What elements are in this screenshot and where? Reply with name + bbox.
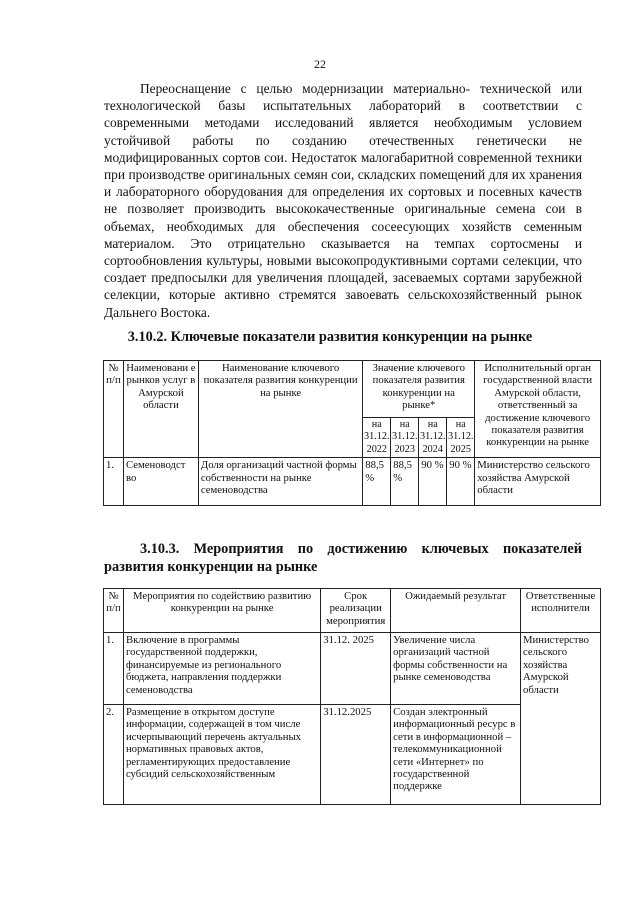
- row-measure: Включение в программы государственной поддержки, финансируемые из регионального бюджета, направления поддержки семеноводства: [123, 633, 320, 705]
- year-cell: на 31.12. 2024: [419, 418, 447, 458]
- row-measure: Размещение в открытом доступе информации, содержащей в том числе исчерпывающий перечень актуальных нормативных правовых актов, регламентирующих предоставление субсидий сельскохозяйственным: [123, 705, 320, 805]
- section-heading-key-indicators: 3.10.2. Ключевые показатели развития конкуренции на рынке: [127, 329, 533, 345]
- header-indicator: Наименование ключевого показателя развития конкуренции на рынке: [198, 361, 362, 458]
- header-term: Срок реализации мероприятия: [321, 589, 391, 633]
- row-organ: Министерство сельского хозяйства Амурской области: [475, 458, 601, 506]
- row-indicator: Доля организаций частной формы собственности на рынке семеноводства: [198, 458, 362, 506]
- key-indicators-table: [103, 360, 601, 506]
- header-num: № п/п: [104, 589, 124, 633]
- year-cell: на 31.12. 2025: [447, 418, 475, 458]
- header-responsible: Ответственные исполнители: [521, 589, 601, 633]
- row-num: 1.: [104, 458, 124, 506]
- section-heading-measures: 3.10.3. Мероприятия по достижению ключевых показателей развития конкуренции на рынке: [104, 541, 582, 575]
- header-value: Значение ключевого показателя развития конкуренции на рынке*: [363, 361, 475, 418]
- header-measure: Мероприятия по содействию развитию конкуренции на рынке: [123, 589, 320, 633]
- row-value: 88,5 %: [363, 458, 391, 506]
- table-header-row: [104, 361, 601, 418]
- row-term: 31.12. 2025: [321, 633, 391, 705]
- row-result: Увеличение числа организаций частной формы собственности на рынке семеноводства: [391, 633, 521, 705]
- row-value: 90 %: [447, 458, 475, 506]
- body-paragraph: Переоснащение с целью модернизации материально- технической или технологической базы испытательных лабораторий в соответствии с современными методами исследований является необходимым условием устойчивой работы по созданию отечественных генетически не модифицированных сортов сои. Недостаток малогабаритной современной техники при производстве оригинальных семян сои, складских помещений для их хранения и лабораторного оборудования для определения их сортовых и посевных качеств не позволяет производить высококачественные оригинальные семена сои в объемах, необходимых для обеспечения сосеесующих хозяйств семенным материалом. Это отрицательно сказывается на темпах сортосмены и сортообновления культуры, новыми высокопродуктивными сортами селекции, что создает предпосылки для увеличения площадей, засеваемых сортами зарубежной селекции, которые активно стремятся завоевать сельскохозяйственный рынок Дальнего Востока.: [104, 81, 582, 320]
- header-result: Ожидаемый результат: [391, 589, 521, 633]
- row-value: 88,5 %: [391, 458, 419, 506]
- page-number: 22: [314, 57, 326, 71]
- row-responsible: Министерство сельского хозяйства Амурской области: [521, 633, 601, 805]
- table-row: [104, 633, 601, 705]
- table-row: [104, 458, 601, 506]
- table-header-row: [104, 589, 601, 633]
- row-num: 2.: [104, 705, 124, 805]
- row-result: Создан электронный информационный ресурс в сети в информационной –телекоммуникационной сети «Интернет» по государственной поддержке: [391, 705, 521, 805]
- row-market: Семеноводст во: [123, 458, 198, 506]
- header-num: № п/п: [104, 361, 124, 458]
- row-value: 90 %: [419, 458, 447, 506]
- header-market: Наименовани е рынков услуг в Амурской области: [123, 361, 198, 458]
- row-num: 1.: [104, 633, 124, 705]
- year-cell: на 31.12. 2023: [391, 418, 419, 458]
- measures-table: [103, 588, 601, 805]
- year-cell: на 31.12. 2022: [363, 418, 391, 458]
- row-term: 31.12.2025: [321, 705, 391, 805]
- header-organ: Исполнительный орган государственной власти Амурской области, ответственный за достижение ключевого показателя развития конкуренции на рынке: [475, 361, 601, 458]
